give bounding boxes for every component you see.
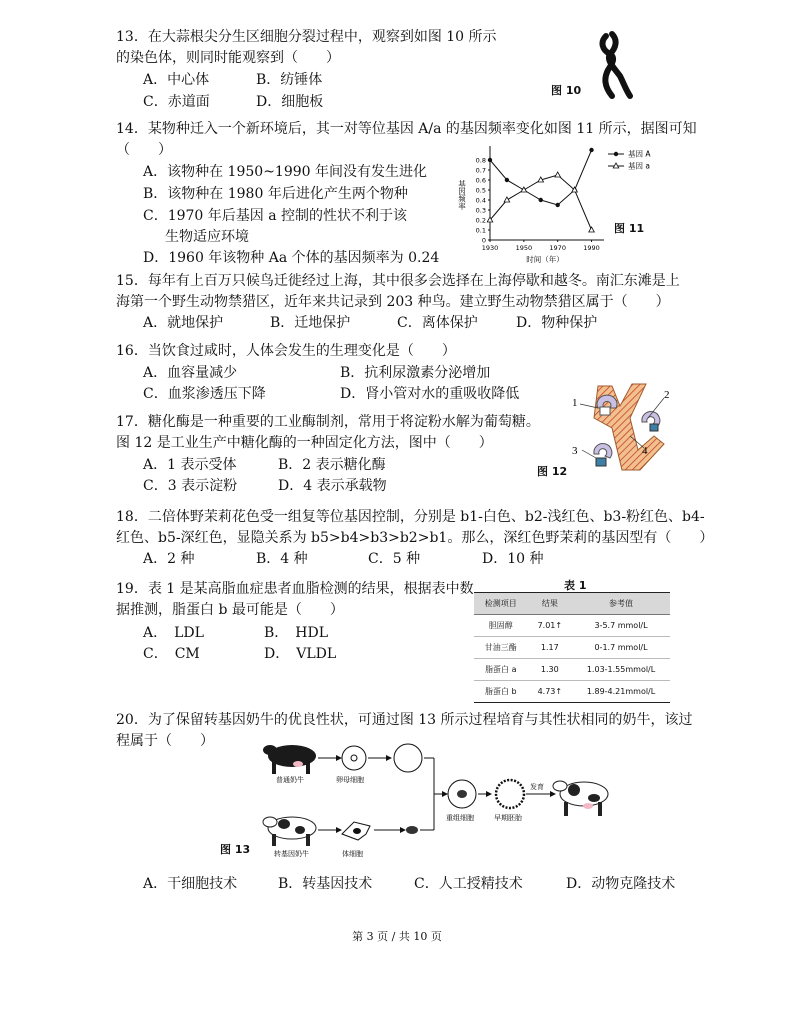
table-1-title: 表 1 bbox=[564, 579, 587, 592]
y-tick-label: 0.4 bbox=[475, 196, 486, 205]
table-header-reference: 参考值 bbox=[572, 593, 670, 615]
q20-option-a: A．干细胞技术 bbox=[143, 876, 238, 892]
q18-stem-line2: 红色、b5-深红色，显隐关系为 b5>b4>b3>b2>b1。那么，深红色野茉莉的基因型有（ ） bbox=[116, 530, 714, 546]
q16-stem: 16．当饮食过咸时，人体会发生的生理变化是（ ） bbox=[116, 343, 456, 359]
q16-option-d: D．肾小管对水的重吸收降低 bbox=[340, 386, 520, 402]
q18-option-c: C．5 种 bbox=[368, 551, 421, 567]
q20-option-b: B．转基因技术 bbox=[278, 876, 373, 892]
q20-stem-line1: 20．为了保留转基因奶牛的优良性状，可通过图 13 所示过程培育与其性状相同的奶牛，该过 bbox=[116, 712, 693, 728]
table-cell: 脂蛋白 b bbox=[474, 681, 528, 703]
q20-stem-line2: 程属于（ ） bbox=[116, 733, 214, 749]
q17-stem-line1: 17．糖化酶是一种重要的工业酶制剂，常用于将淀粉水解为葡萄糖。 bbox=[116, 414, 540, 430]
y-tick-label: 0.5 bbox=[475, 186, 486, 195]
q18-option-a: A．2 种 bbox=[143, 551, 195, 567]
fig12-label-3: 3 bbox=[572, 445, 578, 457]
label-somatic-cell: 体细胞 bbox=[342, 850, 363, 858]
legend-label: 基因 A bbox=[628, 149, 651, 159]
q19-option-c: C． CM bbox=[143, 646, 200, 662]
q15-stem-line1: 15．每年有上百万只候鸟迁徙经过上海，其中很多会选择在上海停歇和越冬。南汇东滩是上 bbox=[116, 273, 680, 289]
figure-13-caption: 图 13 bbox=[220, 843, 251, 856]
q17-option-d: D．4 表示承载物 bbox=[278, 478, 387, 494]
fig12-label-4: 4 bbox=[642, 445, 648, 457]
q18-stem-line1: 18．二倍体野茉莉花色受一组复等位基因控制，分别是 b1-白色、b2-浅红色、b3-粉红色、b4- bbox=[116, 509, 705, 525]
q19-option-b: B． HDL bbox=[264, 625, 329, 641]
q13-stem-line2: 的染色体，则同时能观察到（ ） bbox=[116, 50, 340, 66]
table-cell: 脂蛋白 a bbox=[474, 659, 528, 681]
figure-11-chart bbox=[452, 140, 682, 270]
figure-13-diagram bbox=[262, 738, 622, 866]
q16-option-b: B．抗利尿激素分泌增加 bbox=[340, 365, 491, 381]
figure-12-diagram bbox=[568, 378, 678, 478]
q13-option-a: A．中心体 bbox=[143, 72, 210, 88]
q13-stem-line1: 13．在大蒜根尖分生区细胞分裂过程中，观察到如图 10 所示 bbox=[116, 29, 497, 45]
data-point bbox=[589, 148, 593, 152]
y-tick-label: 0.7 bbox=[475, 166, 486, 175]
legend-marker bbox=[614, 152, 618, 156]
q15-option-a: A．就地保护 bbox=[143, 315, 224, 331]
q13-option-c: C．赤道面 bbox=[143, 94, 210, 110]
label-transgenic-cow: 转基因奶牛 bbox=[274, 850, 309, 858]
ordinary-cow-icon bbox=[263, 745, 316, 774]
figure-12-caption: 图 12 bbox=[537, 465, 568, 478]
q14-stem-line1: 14．某物种迁入一个新环境后，其一对等位基因 A/a 的基因频率变化如图 11 所示，据图可知 bbox=[116, 121, 697, 137]
label-ordinary-cow: 普通奶牛 bbox=[276, 776, 304, 784]
table-row bbox=[474, 659, 670, 681]
q19-option-a: A． LDL bbox=[143, 625, 204, 641]
q14-option-c: C．1970 年后基因 a 控制的性状不利于该 bbox=[143, 208, 408, 224]
q15-stem-line2: 海第一个野生动物禁猎区，近年来共记录到 203 种鸟。建立野生动物禁猎区属于（ ） bbox=[116, 294, 670, 310]
table-cell: 7.01↑ bbox=[528, 615, 572, 637]
y-tick-label: 0.2 bbox=[475, 216, 486, 225]
q18-option-d: D．10 种 bbox=[482, 551, 544, 567]
page-footer: 第 3 页 / 共 10 页 bbox=[352, 930, 442, 943]
data-point bbox=[555, 172, 561, 177]
fig12-label-1: 1 bbox=[572, 397, 578, 409]
table-cell: 胆固醇 bbox=[474, 615, 528, 637]
table-row bbox=[474, 637, 670, 659]
table-cell: 0-1.7 mmol/L bbox=[572, 637, 670, 659]
q19-stem-line1: 19．表 1 是某高脂血症患者血脂检测的结果，根据表中数 bbox=[116, 581, 474, 597]
table-cell: 1.89-4.21mmol/L bbox=[572, 681, 670, 703]
q14-option-a: A．该物种在 1950~1990 年间没有发生进化 bbox=[143, 164, 427, 180]
q15-option-d: D．物种保护 bbox=[516, 315, 598, 331]
q13-option-d: D．细胞板 bbox=[256, 94, 324, 110]
data-point bbox=[555, 203, 559, 207]
q15-option-c: C．离体保护 bbox=[397, 315, 478, 331]
y-tick-label: 0 bbox=[481, 236, 486, 245]
x-tick-label: 1930 bbox=[481, 244, 499, 252]
q19-stem-line2: 据推测，脂蛋白 b 最可能是（ ） bbox=[116, 602, 344, 618]
q18-option-b: B．4 种 bbox=[256, 551, 308, 567]
q20-option-d: D．动物克隆技术 bbox=[566, 876, 676, 892]
table-row bbox=[474, 681, 670, 703]
data-point bbox=[504, 197, 510, 202]
y-axis-label: 基因频率 bbox=[457, 180, 467, 210]
figure-11-caption: 图 11 bbox=[614, 222, 645, 235]
y-tick-label: 0.1 bbox=[475, 226, 486, 235]
figure-10-caption: 图 10 bbox=[551, 84, 582, 97]
table-cell: 1.30 bbox=[528, 659, 572, 681]
chromosome-figure bbox=[592, 30, 636, 100]
q13-option-b: B．纺锤体 bbox=[256, 72, 323, 88]
cloned-cow-icon bbox=[553, 781, 608, 816]
table-header-result: 结果 bbox=[528, 593, 572, 615]
q16-option-c: C．血浆渗透压下降 bbox=[143, 386, 266, 402]
table-1 bbox=[474, 592, 670, 703]
q17-stem-line2: 图 12 是工业生产中糖化酶的一种固定化方法，图中（ ） bbox=[116, 435, 493, 451]
table-cell: 1.03-1.55mmol/L bbox=[572, 659, 670, 681]
series-line bbox=[490, 175, 592, 230]
data-point bbox=[505, 178, 509, 182]
x-axis-label: 时间（年） bbox=[526, 255, 564, 264]
data-point bbox=[539, 198, 543, 202]
transgenic-cow-icon bbox=[263, 817, 316, 846]
label-early-embryo: 早期胚胎 bbox=[494, 814, 522, 822]
label-develop: 发育 bbox=[530, 783, 544, 791]
table-header-item: 检测项目 bbox=[474, 593, 528, 615]
q17-option-a: A．1 表示受体 bbox=[143, 457, 237, 473]
q17-option-c: C．3 表示淀粉 bbox=[143, 478, 238, 494]
table-cell: 甘油三酯 bbox=[474, 637, 528, 659]
table-cell: 4.73↑ bbox=[528, 681, 572, 703]
y-tick-label: 0.8 bbox=[475, 156, 486, 165]
q14-option-b: B．该物种在 1980 年后进化产生两个物种 bbox=[143, 186, 408, 202]
legend-label: 基因 a bbox=[628, 161, 650, 171]
data-point bbox=[488, 158, 492, 162]
q16-option-a: A．血容量减少 bbox=[143, 365, 238, 381]
fig12-label-2: 2 bbox=[664, 389, 670, 401]
x-tick-label: 1970 bbox=[549, 244, 566, 252]
q20-option-c: C．人工授精技术 bbox=[414, 876, 523, 892]
x-tick-label: 1950 bbox=[515, 244, 533, 252]
table-header-row bbox=[474, 593, 670, 615]
x-tick-label: 1990 bbox=[583, 244, 600, 252]
y-tick-label: 0.6 bbox=[475, 176, 486, 185]
y-tick-label: 0.3 bbox=[475, 206, 486, 215]
table-cell: 1.17 bbox=[528, 637, 572, 659]
q17-option-b: B．2 表示糖化酶 bbox=[278, 457, 386, 473]
q14-option-c-cont: 生物适应环境 bbox=[165, 229, 249, 245]
q14-option-d: D．1960 年该物种 Aa 个体的基因频率为 0.24 bbox=[143, 250, 440, 266]
q19-option-d: D． VLDL bbox=[264, 646, 337, 662]
table-cell: 3-5.7 mmol/L bbox=[572, 615, 670, 637]
q15-option-b: B．迁地保护 bbox=[270, 315, 351, 331]
data-point bbox=[589, 227, 595, 232]
table-row bbox=[474, 615, 670, 637]
label-recombinant-cell: 重组细胞 bbox=[446, 814, 474, 822]
q14-stem-line2: （ ） bbox=[116, 142, 172, 158]
label-oocyte: 卵母细胞 bbox=[336, 776, 364, 784]
